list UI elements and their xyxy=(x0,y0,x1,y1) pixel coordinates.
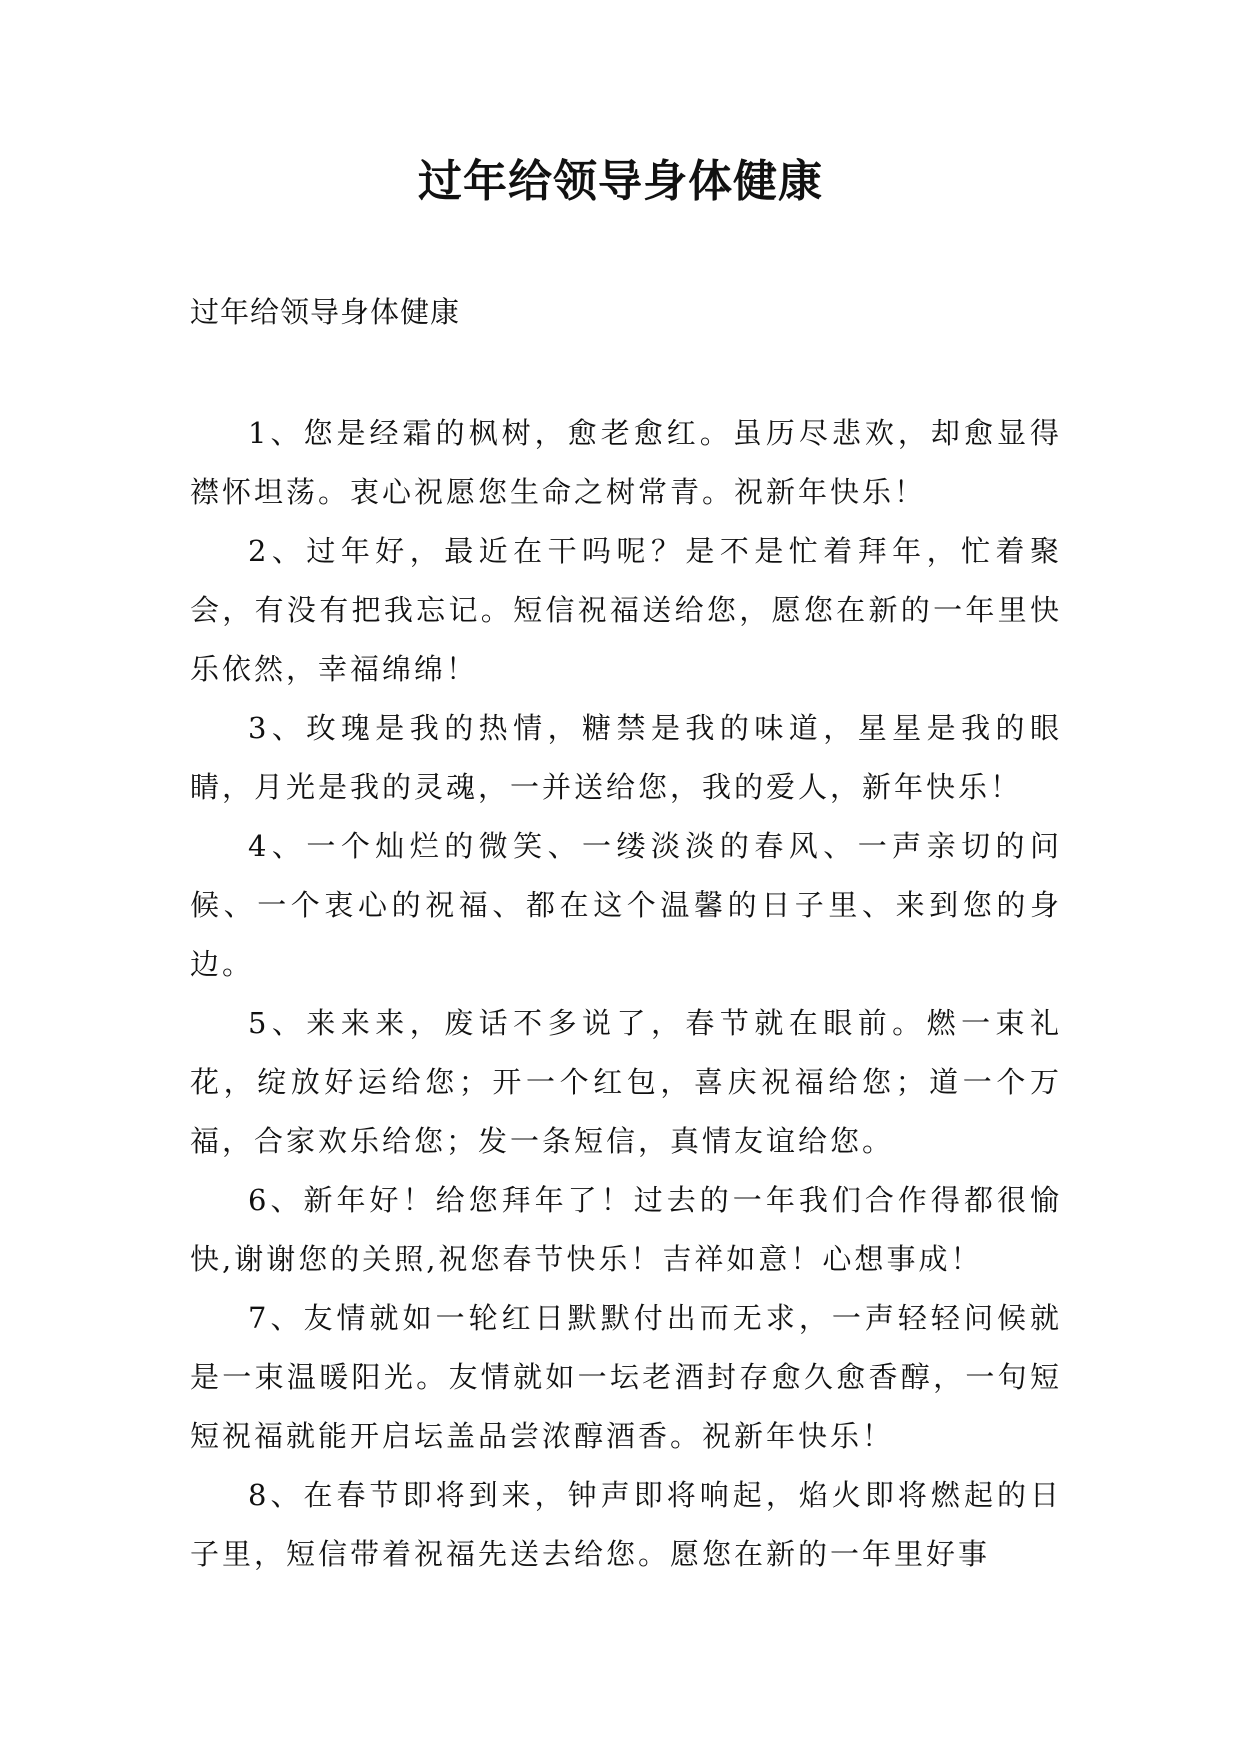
paragraph-3: 3、玫瑰是我的热情，糖禁是我的味道，星星是我的眼睛，月光是我的灵魂，一并送给您，我的爱人，新年快乐！ xyxy=(190,711,1062,804)
paragraph-2: 2、过年好，最近在干吗呢？是不是忙着拜年，忙着聚会，有没有把我忘记。短信祝福送给您，愿您在新的一年里快乐依然，幸福绵绵！ xyxy=(190,534,1062,686)
paragraph-6: 6、新年好！给您拜年了！过去的一年我们合作得都很愉快,谢谢您的关照,祝您春节快乐！吉祥如意！心想事成！ xyxy=(190,1183,1062,1276)
paragraph-5: 5、来来来，废话不多说了，春节就在眼前。燃一束礼花，绽放好运给您；开一个红包，喜庆祝福给您；道一个万福，合家欢乐给您；发一条短信，真情友谊给您。 xyxy=(190,1006,1062,1158)
paragraph-7: 7、友情就如一轮红日默默付出而无求，一声轻轻问候就是一束温暖阳光。友情就如一坛老酒封存愈久愈香醇，一句短短祝福就能开启坛盖品尝浓醇酒香。祝新年快乐！ xyxy=(190,1301,1062,1453)
paragraph-4: 4、一个灿烂的微笑、一缕淡淡的春风、一声亲切的问候、一个衷心的祝福、都在这个温馨的日子里、来到您的身边。 xyxy=(190,829,1062,981)
document-body xyxy=(190,404,1062,1584)
paragraph-8: 8、在春节即将到来，钟声即将响起，焰火即将燃起的日子里，短信带着祝福先送去给您。愿您在新的一年里好事 xyxy=(190,1478,1062,1571)
document-subtitle: 过年给领导身体健康 xyxy=(190,295,461,329)
paragraph-1: 1、您是经霜的枫树，愈老愈红。虽历尽悲欢，却愈显得襟怀坦荡。衷心祝愿您生命之树常青。祝新年快乐！ xyxy=(190,416,1062,509)
document-title: 过年给领导身体健康 xyxy=(418,156,823,207)
